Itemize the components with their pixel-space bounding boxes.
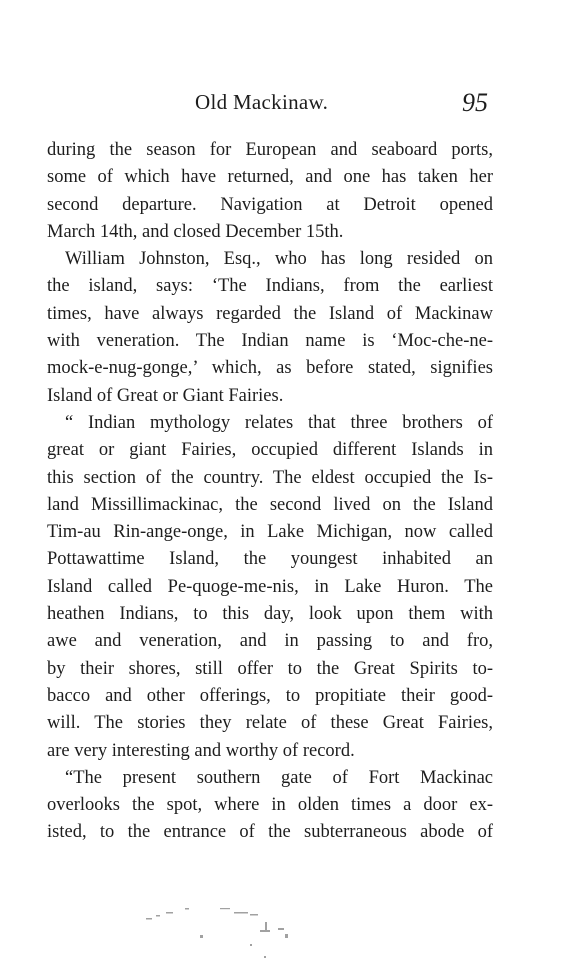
- text-line: by their shores, still offer to the Great Spirits to-: [47, 658, 493, 679]
- text-line: mock-e-nug-gonge,’ which, as before stated, signifies: [47, 358, 493, 379]
- running-title: Old Mackinaw.: [195, 90, 329, 114]
- text-line: Island of Great or Giant Fairies.: [47, 385, 284, 406]
- text-line: great or giant Fairies, occupied different Islands in: [47, 440, 493, 461]
- text-line: land Missillimackinac, the second lived on the Island: [47, 494, 493, 515]
- running-header: [0, 90, 586, 120]
- text-line: “The present southern gate of Fort Mackinac: [65, 767, 493, 788]
- text-line: bacco and other offerings, to propitiate their good-: [47, 685, 493, 706]
- text-line: the island, says: ‘The Indians, from the earliest: [47, 276, 493, 297]
- body-text: [47, 137, 493, 847]
- text-line: during the season for European and seaboard ports,: [47, 140, 493, 160]
- page-number: 95: [462, 88, 488, 117]
- text-line: Pottawattime Island, the youngest inhabited an: [47, 549, 493, 570]
- text-line: March 14th, and closed December 15th.: [47, 221, 344, 242]
- text-line: second departure. Navigation at Detroit opened: [47, 194, 493, 215]
- text-line: isted, to the entrance of the subterraneous abode of: [47, 822, 493, 843]
- text-line: with veneration. The Indian name is ‘Moc-che-ne-: [47, 331, 493, 352]
- text-line: this section of the country. The eldest occupied the Is-: [47, 467, 493, 488]
- text-line: “ Indian mythology relates that three brothers of: [65, 412, 493, 433]
- text-line: heathen Indians, to this day, look upon them with: [47, 604, 493, 625]
- text-line: Island called Pe-quoge-me-nis, in Lake Huron. The: [47, 576, 493, 597]
- text-line: overlooks the spot, where in olden times a door ex-: [47, 795, 493, 816]
- text-line: William Johnston, Esq., who has long resided on: [65, 249, 493, 270]
- text-line: Tim-au Rin-ange-onge, in Lake Michigan, now called: [47, 522, 493, 543]
- text-line: some of which have returned, and one has taken her: [47, 167, 493, 188]
- text-line: will. The stories they relate of these Great Fairies,: [47, 713, 493, 734]
- scan-smudge: [140, 900, 300, 960]
- text-line: are very interesting and worthy of record.: [47, 740, 355, 761]
- text-line: awe and veneration, and in passing to and fro,: [47, 631, 493, 652]
- text-line: times, have always regarded the Island of Mackinaw: [47, 303, 493, 324]
